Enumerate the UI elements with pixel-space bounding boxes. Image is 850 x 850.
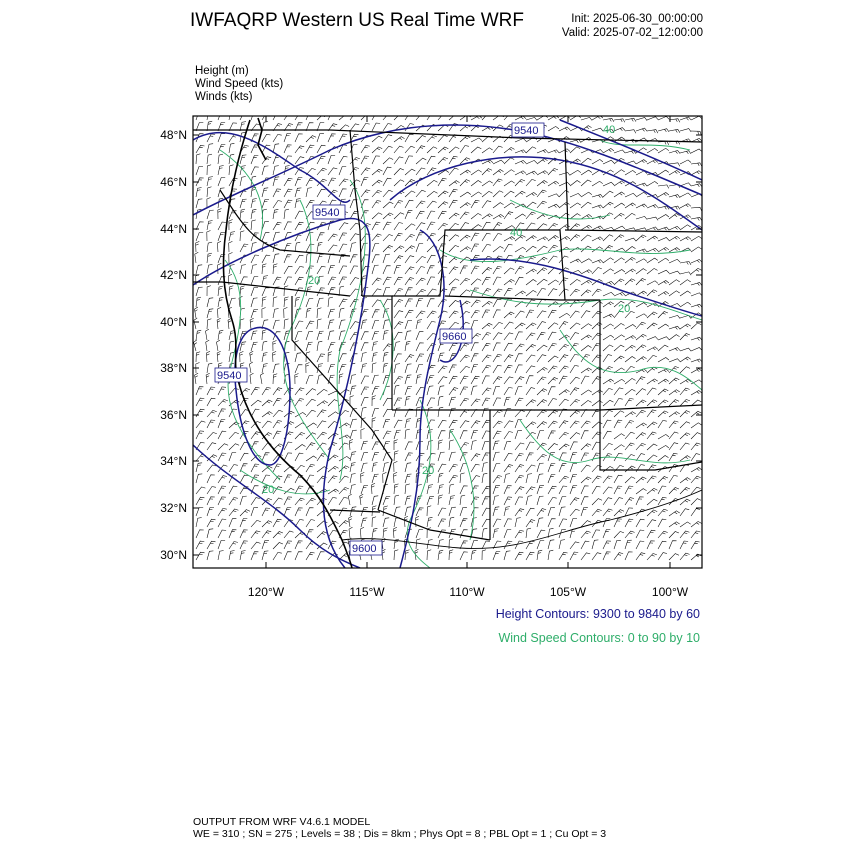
wind-contour-label: 20 <box>618 303 631 315</box>
height-contour-label: 9540 <box>217 370 242 382</box>
lon-tick-label: 105°W <box>549 585 587 599</box>
wind-contour-label: 40 <box>603 124 616 136</box>
wind-contour-label: 40 <box>510 227 523 239</box>
lat-tick-label: 32°N <box>160 501 187 515</box>
lat-tick-label: 48°N <box>160 128 187 142</box>
model-info: OUTPUT FROM WRF V4.6.1 MODEL <box>193 816 371 828</box>
height-contour-label: 9600 <box>352 543 377 555</box>
lat-tick-label: 44°N <box>160 222 187 236</box>
lon-tick-label: 120°W <box>247 585 285 599</box>
wind-contour-legend: Wind Speed Contours: 0 to 90 by 10 <box>498 631 700 645</box>
height-contour-label: 9660 <box>442 331 467 343</box>
lat-tick-label: 42°N <box>160 268 187 282</box>
wind-contour-label: 20 <box>422 465 435 477</box>
lat-tick-label: 30°N <box>160 548 187 562</box>
lon-tick-label: 110°W <box>449 585 485 599</box>
lon-tick-label: 100°W <box>651 585 689 599</box>
height-contour-label: 9540 <box>315 207 340 219</box>
lat-tick-label: 40°N <box>160 315 187 329</box>
lat-tick-label: 34°N <box>160 454 187 468</box>
height-contour-label: 9540 <box>514 125 539 137</box>
lat-tick-label: 38°N <box>160 361 187 375</box>
lon-tick-label: 115°W <box>349 585 385 599</box>
wind-contour-label: 20 <box>262 484 275 496</box>
wind-contour-label: 20 <box>308 275 321 287</box>
field-winds-label: Winds (kts) <box>195 91 253 103</box>
model-config: WE = 310 ; SN = 275 ; Levels = 38 ; Dis = 8km ; Phys Opt = 8 ; PBL Opt = 1 ; Cu Opt = 3 <box>193 828 607 840</box>
lon-tick-labels <box>248 585 689 599</box>
lat-tick-labels <box>160 128 187 562</box>
field-height-label: Height (m) <box>195 65 249 77</box>
field-wind-speed-label: Wind Speed (kts) <box>195 78 284 90</box>
chart-title: IWFAQRP Western US Real Time WRF <box>190 10 524 31</box>
height-contour-legend: Height Contours: 9300 to 9840 by 60 <box>495 607 700 621</box>
lat-tick-label: 36°N <box>160 408 187 422</box>
valid-time: Valid: 2025-07-02_12:00:00 <box>561 27 703 39</box>
init-time: Init: 2025-06-30_00:00:00 <box>571 13 703 25</box>
lat-tick-label: 46°N <box>160 175 187 189</box>
